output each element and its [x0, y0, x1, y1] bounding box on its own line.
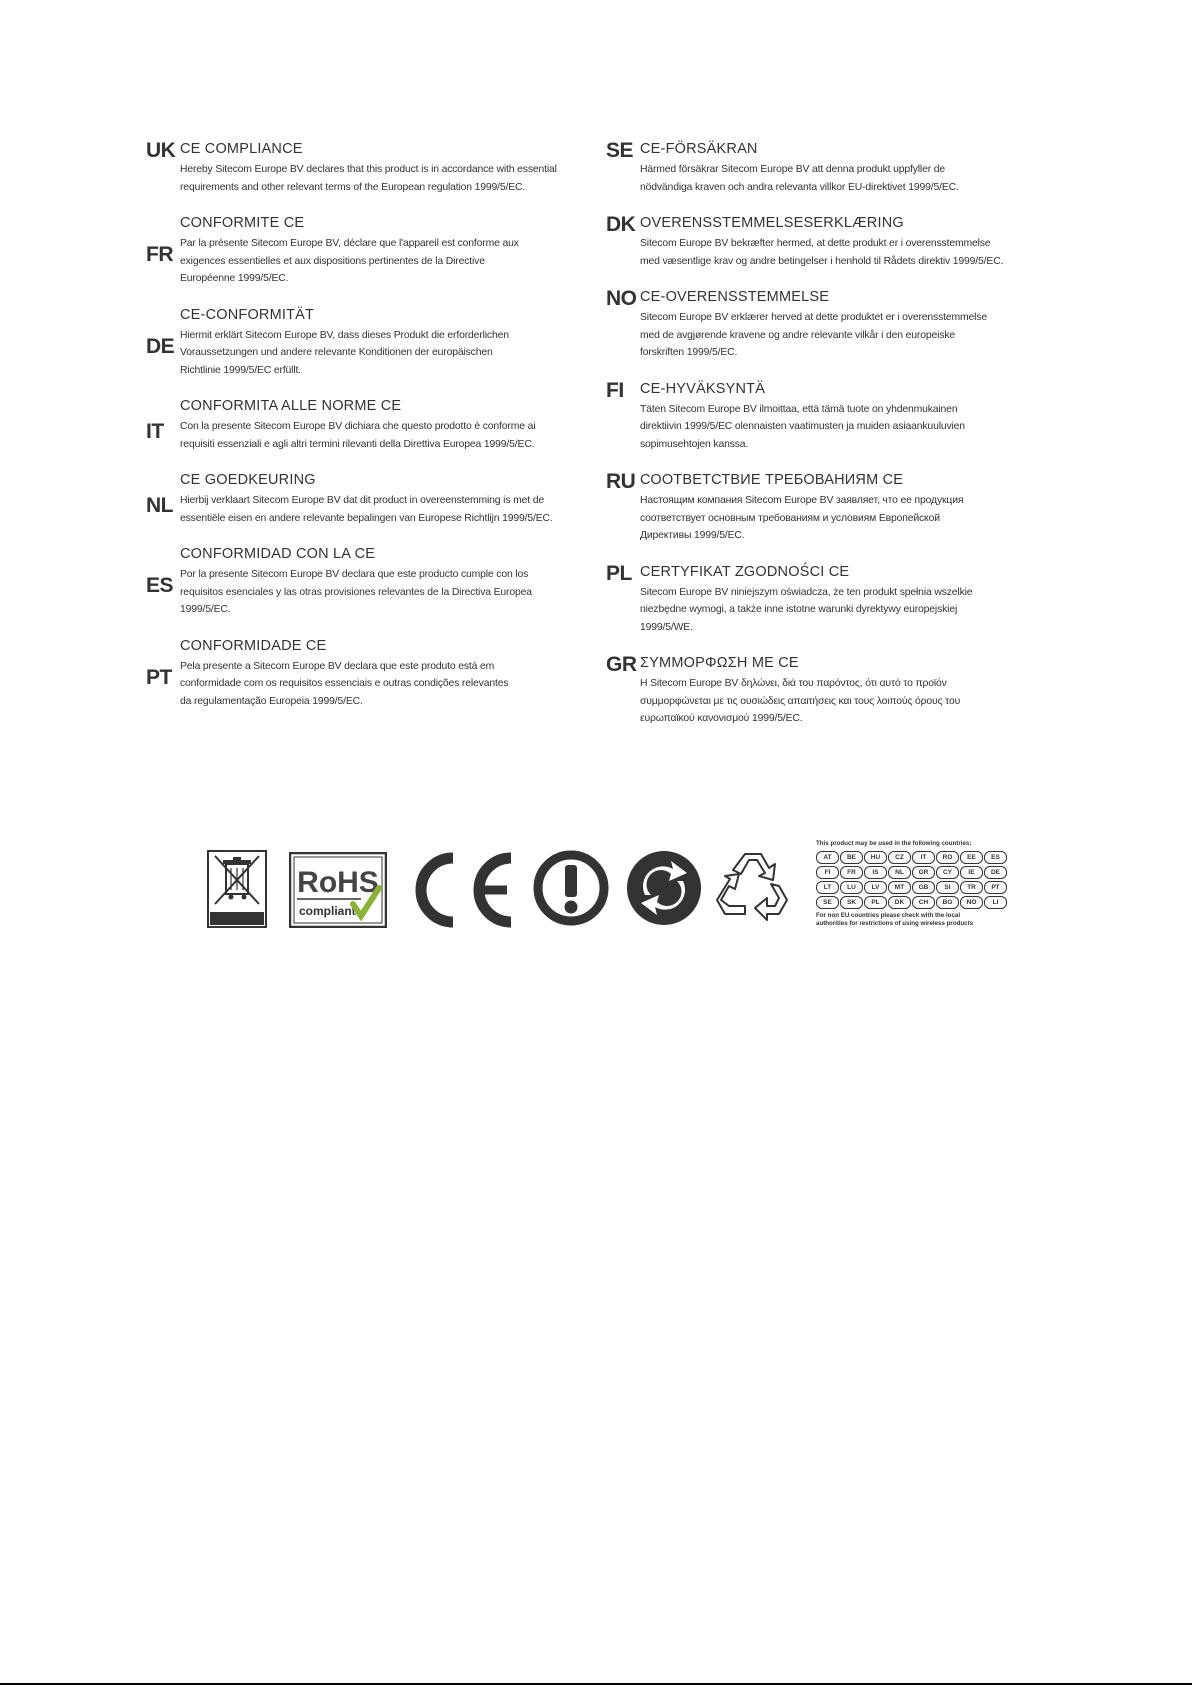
entry-line: Sitecom Europe BV niniejszym oświadcza, że ten produkt spełnia wszelkie: [640, 586, 973, 598]
countries-block: [816, 840, 1005, 928]
country-badge: IS: [864, 866, 887, 879]
country-code: SE: [606, 139, 634, 162]
country-badge: BE: [840, 851, 863, 864]
country-badge: IT: [912, 851, 935, 864]
country-badges: [816, 851, 1005, 909]
country-code: NO: [606, 287, 637, 310]
rohs-title: RoHS: [297, 866, 379, 899]
entry-body: [640, 309, 1056, 362]
entry-line: Hiermit erklärt Sitecom Europe BV, dass dieses Produkt die erforderlichen: [180, 329, 509, 341]
entry-line: Hierbij verklaart Sitecom Europe BV dat dit product in overeenstemming is met de: [180, 495, 544, 506]
entry-title: CE GOEDKEURING: [180, 472, 316, 488]
country-badge: LT: [816, 881, 839, 894]
entry-line: συμμορφώνεται με τις ουσιώδεις απαιτήσεις και τους λοιπούς όρους του: [640, 695, 961, 707]
entry-line: 1999/5/WE.: [640, 621, 693, 633]
entry-title: CE-CONFORMITÄT: [180, 306, 315, 323]
entry-body: [180, 492, 596, 527]
entry-line: Директивы 1999/5/EC.: [640, 530, 745, 541]
country-badge: SE: [816, 896, 839, 909]
entry-line: 1999/5/EC.: [180, 604, 231, 615]
compliance-entry-es: [146, 545, 596, 619]
entry-body: [640, 492, 1056, 545]
entry-line: Voraussetzungen und andere relevante Konditionen der europäischen: [180, 347, 493, 358]
entry-title: СООТВЕТСТВИЕ ТРЕБОВАНИЯМ CE: [640, 472, 904, 488]
entry-line: requisitos esenciales y las otras provisiones relevantes de la Directiva Europea: [180, 586, 532, 598]
compliance-entry-pt: [146, 637, 596, 711]
country-badge: MT: [888, 881, 911, 894]
country-code: DE: [146, 334, 175, 358]
countries-footer-2: authorities for restrictions of using wireless products: [816, 920, 974, 927]
country-code: GR: [606, 653, 637, 676]
country-badge: DK: [888, 896, 911, 909]
entry-line: Настоящим компания Sitecom Europe BV заявляет, что ее продукция: [640, 495, 964, 506]
country-badge: BG: [936, 896, 959, 909]
entry-line: nödvändiga kraven och andra relevanta villkor EU-direktivet 1999/5/EC.: [640, 181, 959, 193]
entry-line: Por la presente Sitecom Europe BV declara que este producto cumple con los: [180, 569, 529, 580]
country-badge: GB: [912, 881, 935, 894]
entry-title: CE-FÖRSÄKRAN: [640, 141, 758, 157]
country-badge: FR: [840, 866, 863, 879]
entry-body: [640, 584, 1056, 637]
entry-line: Européenne 1999/5/EC.: [180, 273, 289, 284]
entry-title: CERTYFIKAT ZGODNOŚCI CE: [640, 563, 850, 580]
country-badge: FI: [816, 866, 839, 879]
compliance-entry-se: [606, 140, 1056, 196]
entry-line: Sitecom Europe BV bekræfter hermed, at dette produkt er i overensstemmelse: [640, 238, 991, 249]
entry-line: Richtlinie 1999/5/EC erfüllt.: [180, 364, 301, 376]
weee-bin-icon: [207, 850, 267, 933]
entry-line: Härmed försäkrar Sitecom Europe BV att denna produkt uppfyller de: [640, 164, 946, 175]
compliance-entry-nl: [146, 471, 596, 527]
country-badge: LU: [840, 881, 863, 894]
entry-body: [180, 418, 596, 453]
compliance-entry-fr: [146, 214, 596, 288]
entry-title: CONFORMITE CE: [180, 215, 305, 231]
country-badge: TR: [960, 881, 983, 894]
ce-mark-icon: [403, 850, 517, 935]
country-code: UK: [146, 139, 176, 162]
compliance-entry-it: [146, 397, 596, 453]
country-badge: PT: [984, 881, 1007, 894]
country-badge: DE: [984, 866, 1007, 879]
compliance-entry-no: [606, 288, 1056, 362]
country-badge: AT: [816, 851, 839, 864]
compliance-entry-de: [146, 306, 596, 380]
compliance-entry-uk: [146, 140, 596, 196]
entry-body: [180, 327, 596, 380]
entry-line: ευρωπαϊκού κανονισμού 1999/5/EC.: [640, 713, 803, 724]
entry-body: [640, 401, 1056, 454]
entry-line: exigences essentielles et aux dispositions pertinentes de la Directive: [180, 255, 485, 267]
country-code: IT: [146, 420, 164, 443]
left-column: [146, 140, 596, 728]
countries-header: This product may be used in the following countries:: [816, 840, 972, 847]
rohs-compliant-icon: [289, 852, 387, 933]
alert-exclamation-icon: [532, 849, 610, 932]
entry-body: [180, 566, 596, 619]
country-code: FI: [606, 378, 624, 402]
entry-title: CONFORMITA ALLE NORME CE: [180, 398, 402, 414]
compliance-entry-gr: [606, 654, 1056, 728]
entry-line: Con la presente Sitecom Europe BV dichiara che questo prodotto è conforme ai: [180, 421, 536, 432]
entry-line: conformidade com os requisitos essenciais e outras condições relevantes: [180, 678, 509, 689]
entry-title: CE-OVERENSSTEMMELSE: [640, 289, 830, 305]
country-code: PT: [146, 665, 172, 689]
entry-line: sopimusehtojen kanssa.: [640, 438, 749, 450]
entry-body: [640, 675, 1056, 728]
rohs-subtitle: compliant: [299, 904, 356, 918]
country-badge: PL: [864, 896, 887, 909]
entry-body: [180, 235, 596, 288]
entry-body: [640, 235, 1056, 270]
entry-title: CONFORMIDAD CON LA CE: [180, 546, 376, 562]
entry-title: CONFORMIDADE CE: [180, 637, 327, 654]
entry-body: [180, 658, 596, 711]
right-column: [606, 140, 1056, 746]
entry-title: OVERENSSTEMMELSESERKLÆRING: [640, 215, 904, 231]
country-badge: EE: [960, 851, 983, 864]
entry-line: da regulamentação Europeia 1999/5/EC.: [180, 695, 363, 707]
recycle-icon: [715, 846, 793, 931]
entry-line: requirements and other relevant terms of the European regulation 1999/5/EC.: [180, 181, 526, 193]
country-badge: CZ: [888, 851, 911, 864]
countries-footer-1: For non EU countries please check with the local: [816, 912, 961, 919]
entry-title: CE COMPLIANCE: [180, 141, 303, 157]
entry-line: Hereby Sitecom Europe BV declares that this product is in accordance with essential: [180, 164, 557, 175]
entry-line: med de avgjørende kravene og andre relevante vilkår i den europeiske: [640, 329, 955, 341]
country-badge: GR: [912, 866, 935, 879]
entry-line: Η Sitecom Europe BV δηλώνει, διά του παρόντος, ότι αυτό το προϊόν: [640, 678, 947, 689]
country-badge: NL: [888, 866, 911, 879]
country-badge: LV: [864, 881, 887, 894]
country-badge: IE: [960, 866, 983, 879]
country-badge: CH: [912, 896, 935, 909]
country-code: ES: [146, 574, 174, 597]
entry-line: essentiële eisen en andere relevante bepalingen van Europese Richtlijn 1999/5/EC.: [180, 512, 553, 524]
entry-line: Par la présente Sitecom Europe BV, déclare que l'appareil est conforme aux: [180, 238, 519, 249]
entry-line: Täten Sitecom Europe BV ilmoittaa, että tämä tuote on yhdenmukainen: [640, 403, 958, 415]
entry-line: Pela presente a Sitecom Europe BV declara que este produto está em: [180, 660, 495, 672]
certification-icons: [205, 840, 1005, 940]
entry-title: ΣΥΜΜΟΡΦΩΣΗ ΜΕ CE: [640, 655, 799, 671]
entry-line: Sitecom Europe BV erklærer herved at dette produktet er i overensstemmelse: [640, 312, 987, 323]
compliance-entry-ru: [606, 471, 1056, 545]
country-badge: ES: [984, 851, 1007, 864]
entry-body: [180, 161, 596, 196]
country-code: DK: [606, 213, 636, 236]
country-badge: SK: [840, 896, 863, 909]
compliance-entry-fi: [606, 380, 1056, 454]
entry-line: соответствует основным требованиям и условиям Европейской: [640, 512, 940, 524]
country-code: NL: [146, 494, 173, 517]
country-badge: LI: [984, 896, 1007, 909]
entry-line: requisiti essenziali e agli altri termini rilevanti della Direttiva Europea 1999/5/EC.: [180, 438, 535, 450]
country-badge: CY: [936, 866, 959, 879]
country-badge: HU: [864, 851, 887, 864]
country-badge: RO: [936, 851, 959, 864]
country-badge: SI: [936, 881, 959, 894]
country-badge: NO: [960, 896, 983, 909]
country-code: RU: [606, 470, 636, 493]
country-code: FR: [146, 243, 173, 266]
entry-line: niezbędne wymogi, a także inne istotne warunki dyrektywy europejskiej: [640, 604, 958, 615]
entry-body: [640, 161, 1056, 196]
country-code: PL: [606, 561, 632, 585]
entry-title: CE-HYVÄKSYNTÄ: [640, 380, 766, 397]
compliance-entry-pl: [606, 563, 1056, 637]
entry-line: med væsentlige krav og andre betingelser i henhold til Rådets direktiv 1999/5/EC.: [640, 255, 1004, 267]
green-dot-recycling-icon: [625, 849, 703, 932]
entry-line: forskriften 1999/5/EC.: [640, 347, 738, 358]
entry-line: direktiivin 1999/5/EC olennaisten vaatimusten ja muiden asiaankuuluvien: [640, 421, 965, 432]
compliance-entry-dk: [606, 214, 1056, 270]
